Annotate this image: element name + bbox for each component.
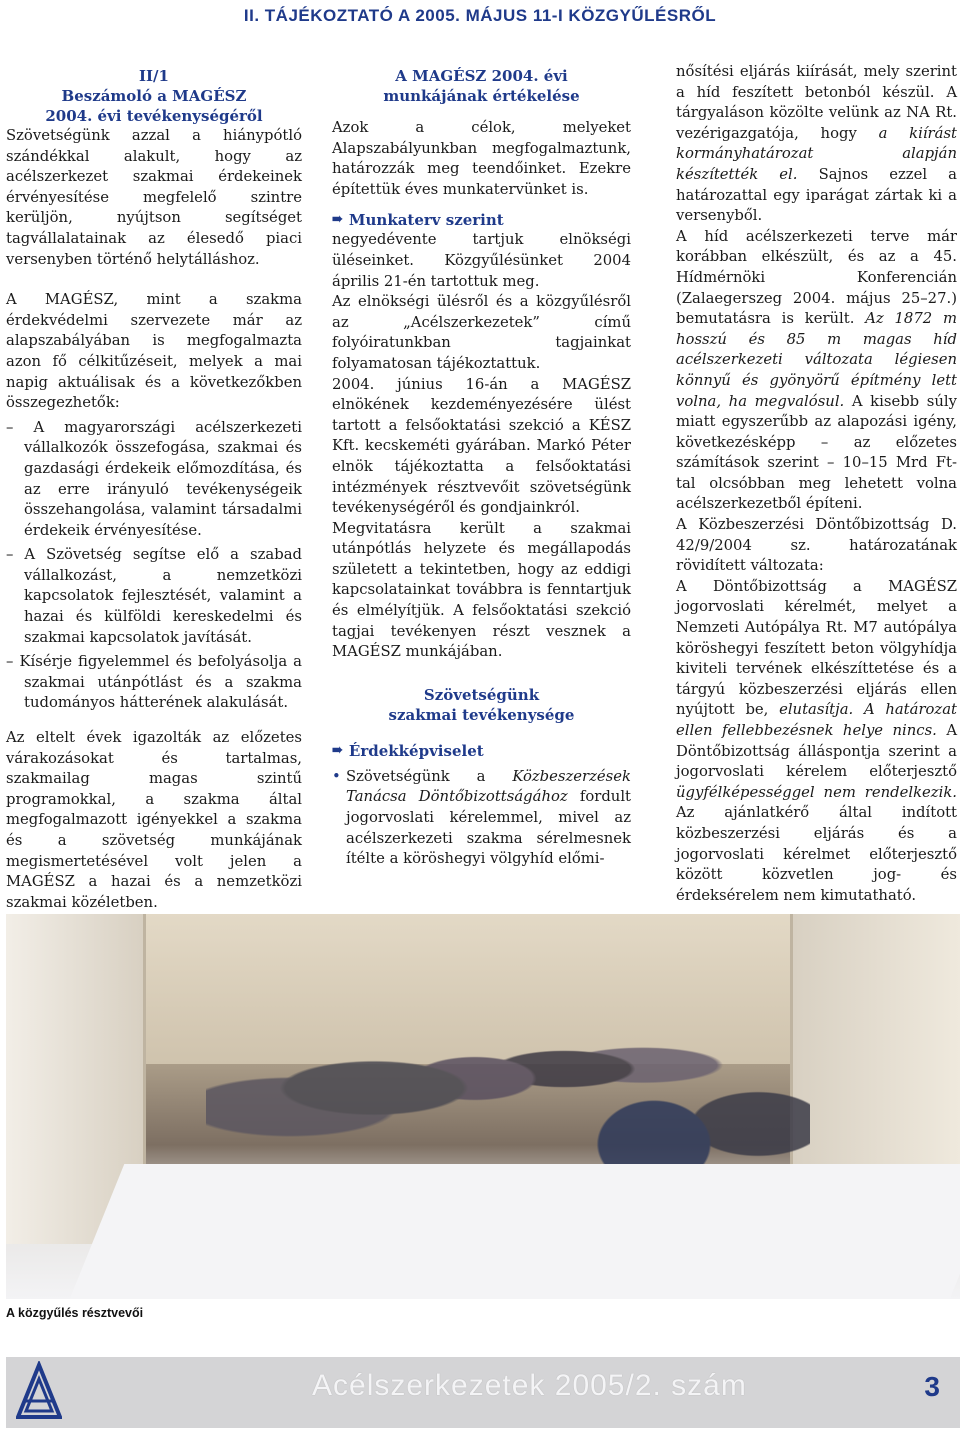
subheading-representation: ➠ Érdekképviselet [332,741,484,760]
arrow-right-icon: ➠ [332,212,343,228]
bullet-dot-icon: • [332,767,341,785]
column-1 [6,66,302,913]
arrow-right-icon: ➠ [332,742,343,758]
subheading-work-plan: ➠ Munkaterv szerint [332,211,504,230]
column-2 [332,66,631,870]
photo-caption: A közgyűlés résztvevői [6,1306,144,1320]
paragraph: Megvitatásra került a szakmai utánpótlás helyzete és megállapodás született a tekintetben, hogy az eddigi kapcsolatainkat továbbra is fenntartjuk és elmélyítjük. A felsőoktatási szekció tagjai tevékenyen részt vesznek a MAGÉSZ munkájában. [332,519,631,661]
magazine-title: Acélszerkezetek 2005/2. szám [312,1369,747,1402]
assembly-photo [6,914,960,1299]
list-item: – Kísérje figyelemmel és befolyásolja a szakmai utánpótlást és a szakma tudományos hátterének alakulását. [6,653,302,712]
section-heading-2: A MAGÉSZ 2004. évi munkájának értékelése [383,67,580,105]
list-item: – A magyarországi acélszerkezeti vállalkozók összefogása, szakmai és gazdasági érdekeik előmozdítása, és az erre irányuló tevékenységeik összehangolása, valamint társadalmi érdekeik érvényesítése. [6,418,302,539]
page-header-title: II. TÁJÉKOZTATÓ A 2005. MÁJUS 11-I KÖZGYŰLÉSRŐL [243,6,717,25]
paragraph: Az eltelt évek igazolták az előzetes várakozásokat és tartalmas, szakmailag magas szintű programokkal, a szakma által megfogalmazott igényekkel a szakma és a szövetség munkájának megismertetésével volt jelen a MAGÉSZ a hazai és a nemzetközi szakmai közéletben. [6,729,302,911]
paragraph: A Közbeszerzési Döntőbizottság D. 42/9/2004 sz. határozatának rövidített változata: [676,516,957,575]
photo-table [68,1164,960,1299]
magesz-logo [16,1361,62,1423]
paragraph: nősítési eljárás kiírását, mely szerint a híd feszített betonból készül. A tárgyaláson közölte velünk az NA Rt. vezérigazgatója, hogy a kiírást kormányhatározat alapján készítették el. Sajnos ezzel a határozattal egy iparágat zártak ki a versenyből. [676,63,958,225]
paragraph: 2004. június 16-án a MAGÉSZ elnökének kezdeményezésére ülést tartott a felsőoktatási szekció a KÉSZ Kft. kecskeméti gyárában. Markó Péter elnök tájékoztatta a felsőoktatási intézmények résztvevőit szövetségünk tevékenységéről és gondjainkról. [332,375,631,517]
list-item: • Szövetségünk a Közbeszerzések Tanácsa Döntőbizottságához fordult jogorvoslati kérelemmel, mivel az acélszerkezeti szakma sérelmesnek ítélte a köröshegyi völgyhíd előmi- [332,767,632,868]
paragraph: Azok a célok, melyeket Alapszabályunkban megfogalmaztunk, határozzák meg teendőinket. Ezekre építettük éves munkatervünket is. [332,119,631,198]
page-number: 3 [924,1371,940,1402]
list-item: – A Szövetség segítse elő a szabad vállalkozást, a nemzetközi kapcsolatok fejlesztését, valamint a hazai és külföldi kereskedelmi és szakmai kapcsolatok javítását. [6,546,302,646]
section-heading-3: Szövetségünk szakmai tevékenysége [388,685,575,724]
paragraph: A híd acélszerkezeti terve már korábban elkészült, és az a 45. Hídmérnöki Konferencián (Zalaegerszeg 2004. május 25–27.) bemutatásra is került. Az 1872 m hosszú és 85 m magas híd acélszerkezeti változata légiesen könnyű és gyönyörű építmény lett volna, ha megvalósul. A kisebb súly miatt egyszerűbb az alapozási igény, következésképp – az előzetes számítások szerint – 10–15 Mrd Ft-tal olcsóbban meg lehetett volna acélszerkezetből építeni. [676,227,957,513]
paragraph: negyedévente tartjuk elnökségi üléseinket. Közgyűlésünket 2004 április 21-én tartottuk meg. [332,231,631,290]
column-3 [676,62,957,906]
paragraph: A MAGÉSZ, mint a szakma érdekvédelmi szervezete már az alapszabályában is megfogalmazta azon fő célkitűzéseit, melyek a mai napig aktuálisak és a következőkben összegezhetők: [6,291,302,412]
paragraph: A Döntőbizottság a MAGÉSZ jogorvoslati kérelmét, melyet a Nemzeti Autópálya Rt. M7 autópálya köröshegyi feszített beton völgyhídja kiviteli tervének elkészíttetése és a tárgyú közbeszerzési eljárás ellen nyújtott be, elutasítja. A határozat ellen fellebbezésnek helye nincs. A Döntőbizottság álláspontja szerint a jogorvoslati kérelem előterjesztő ügyfélképességgel nem rendelkezik. Az ajánlatkérő által indított közbeszerzési eljárás és a jogorvoslati kérelmet előterjesztő között közvetlen jog- és érdeksérelem nem kimutatható. [676,577,958,904]
paragraph: Szövetségünk azzal a hiánypótló szándékkal alakult, hogy az acélszerkezet szakmai érdekeinek érvényesítése megfelelő szintre kerüljön, nyújtson segítséget tagvállalatainak az élesedő piaci versenyben történő helytálláshoz. [6,127,302,268]
section-heading-1: II/1 Beszámoló a MAGÉSZ 2004. évi tevékenységéről [45,67,263,125]
paragraph: Az elnökségi ülésről és a közgyűlésről az „Acélszerkezetek” című folyóiratunkban tagjainkat folyamatosan tájékoztattuk. [332,293,631,372]
page-footer [6,1357,960,1428]
